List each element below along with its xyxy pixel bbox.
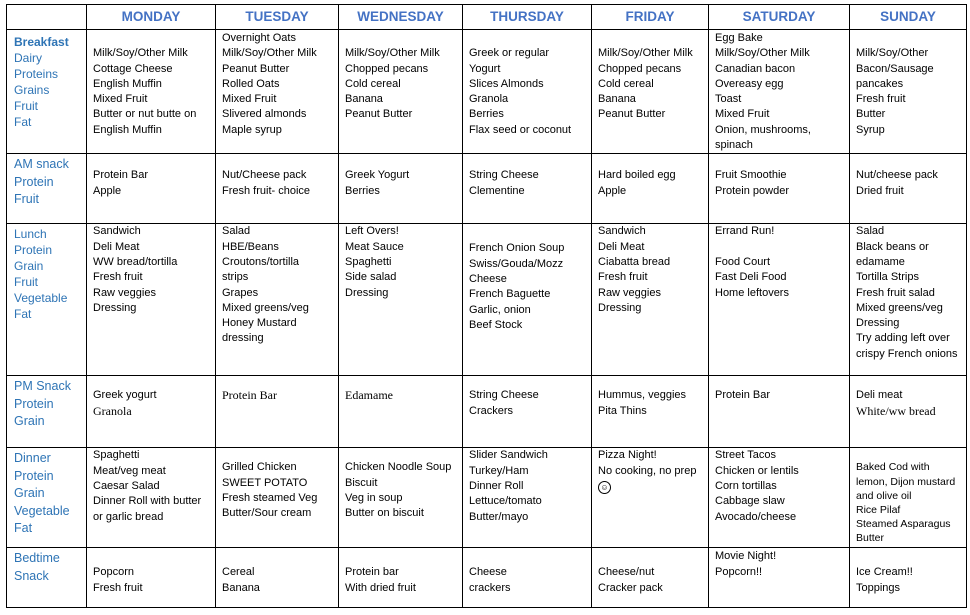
meal-line: Chicken or lentils — [715, 464, 799, 477]
meal-line: Milk/Soy/Other Milk — [598, 47, 693, 60]
meal-line: Tortilla Strips — [856, 271, 919, 284]
meal-line: Yogurt — [469, 62, 501, 75]
meal-cell — [216, 376, 339, 448]
row-label — [7, 448, 87, 548]
meal-line: Spaghetti — [93, 449, 140, 462]
row-label-title: Breakfast — [14, 35, 69, 49]
meal-cell — [850, 224, 967, 376]
meal-line: Mixed Fruit — [222, 93, 277, 106]
meal-line: crackers — [469, 581, 511, 594]
meal-line: Meat/veg meat — [93, 464, 166, 477]
meal-line: lemon, Dijon mustard — [856, 475, 956, 488]
meal-line: Greek Yogurt — [345, 169, 410, 182]
meal-line: Milk/Soy/Other Milk — [222, 47, 317, 60]
meal-plan-table — [6, 4, 967, 608]
meal-cell — [709, 30, 850, 154]
pm-snack-row — [7, 376, 967, 448]
meal-line: Hummus, veggies — [598, 389, 687, 402]
meal-line: French Onion Soup — [469, 242, 565, 255]
meal-line: Clementine — [469, 184, 525, 197]
meal-line — [715, 240, 843, 255]
meal-line: Fresh fruit — [93, 581, 143, 594]
meal-line: Rice Pilaf — [856, 503, 901, 516]
meal-cell — [339, 376, 463, 448]
meal-cell — [463, 448, 592, 548]
day-header: SUNDAY — [850, 5, 967, 30]
meal-line: Cereal — [222, 566, 255, 579]
meal-line — [598, 31, 702, 46]
meal-line: Onion, mushrooms, — [715, 123, 811, 136]
meal-line: Street Tacos — [715, 449, 776, 462]
row-label — [7, 548, 87, 608]
meal-line — [469, 31, 585, 46]
meal-line: String Cheese — [469, 389, 539, 402]
row-label-item: Fat — [14, 307, 32, 322]
meal-line: Apple — [598, 184, 627, 197]
meal-line: Slivered almonds — [222, 108, 307, 121]
meal-line: Nut/cheese pack — [856, 169, 938, 182]
meal-line: No cooking, no prep — [598, 464, 697, 477]
meal-line: Slices Almonds — [469, 77, 544, 90]
day-header: SATURDAY — [709, 5, 850, 30]
meal-line: Swiss/Gouda/Mozz — [469, 257, 564, 270]
meal-line: Deli Meat — [93, 240, 140, 253]
breakfast-row — [7, 30, 967, 154]
meal-line: French Baguette — [469, 288, 551, 301]
meal-cell — [87, 548, 216, 608]
am-snack-row — [7, 154, 967, 224]
meal-cell — [339, 30, 463, 154]
meal-line: English Muffin — [93, 123, 162, 136]
meal-line: Home leftovers — [715, 286, 789, 299]
meal-line: Turkey/Ham — [469, 464, 529, 477]
meal-line: Left Overs! — [345, 225, 399, 238]
meal-line: Sandwich — [598, 225, 646, 238]
meal-line: Protein bar — [345, 566, 399, 579]
meal-line: Edamame — [345, 388, 393, 403]
meal-line: Salad — [222, 225, 251, 238]
meal-cell — [592, 30, 709, 154]
day-header: FRIDAY — [592, 5, 709, 30]
row-label-item: Vegetable — [14, 503, 70, 518]
meal-line: Milk/Soy/Other Milk — [715, 47, 810, 60]
row-label-item: Protein — [14, 468, 54, 483]
meal-line: Mixed greens/veg — [856, 301, 943, 314]
meal-line: Greek yogurt — [93, 389, 157, 402]
lunch-row — [7, 224, 967, 376]
meal-line: Milk/Soy/Other Milk — [93, 47, 188, 60]
day-header: WEDNESDAY — [339, 5, 463, 30]
meal-cell — [463, 548, 592, 608]
row-label — [7, 224, 87, 376]
meal-cell — [850, 448, 967, 548]
meal-line: Greek or regular — [469, 47, 550, 60]
meal-line: Fresh fruit salad — [856, 286, 935, 299]
meal-line: spinach — [715, 139, 753, 152]
meal-line: Slider Sandwich — [469, 449, 548, 462]
meal-line: Fast Deli Food — [715, 271, 787, 284]
meal-line: Ice Cream!! — [856, 566, 913, 579]
row-label-item: Fruit — [14, 99, 38, 113]
meal-cell — [709, 154, 850, 224]
day-header: MONDAY — [87, 5, 216, 30]
meal-line: edamame — [856, 255, 905, 268]
meal-cell — [87, 448, 216, 548]
meal-line: Butter/Sour cream — [222, 507, 312, 520]
meal-line: Peanut Butter — [598, 108, 666, 121]
meal-line: Corn tortillas — [715, 479, 777, 492]
meal-line: Fruit Smoothie — [715, 169, 787, 182]
meal-line: Chopped pecans — [345, 62, 429, 75]
meal-line: WW bread/tortilla — [93, 255, 178, 268]
meal-line: Hard boiled egg — [598, 169, 676, 182]
meal-line: Overeasy egg — [715, 77, 784, 90]
corner-cell — [7, 5, 87, 30]
meal-line: pancakes — [856, 77, 904, 90]
header-row — [7, 5, 967, 30]
bedtime-snack-row — [7, 548, 967, 608]
meal-cell — [850, 30, 967, 154]
meal-line: Grapes — [222, 286, 259, 299]
meal-line: Maple syrup — [222, 123, 282, 136]
meal-cell — [216, 448, 339, 548]
meal-line: Milk/Soy/Other Milk — [345, 47, 440, 60]
row-label-item: Vegetable — [14, 291, 68, 306]
meal-cell — [709, 548, 850, 608]
meal-line: strips — [222, 271, 249, 284]
row-label — [7, 376, 87, 448]
meal-line: Caesar Salad — [93, 479, 160, 492]
meal-line: Cheese — [469, 272, 507, 285]
meal-line: Cabbage slaw — [715, 495, 785, 508]
meal-cell — [87, 224, 216, 376]
meal-line: Fresh steamed Veg — [222, 491, 318, 504]
meal-line: Pizza Night! — [598, 449, 657, 462]
meal-line: Beef Stock — [469, 318, 523, 331]
meal-line: Dried fruit — [856, 184, 904, 197]
meal-line: Protein Bar — [93, 169, 149, 182]
meal-line: Crackers — [469, 404, 514, 417]
row-label-title: Lunch — [14, 227, 47, 242]
meal-cell — [339, 548, 463, 608]
meal-line: Side salad — [345, 271, 397, 284]
meal-line: Berries — [345, 184, 380, 197]
meal-line: Grilled Chicken — [222, 461, 297, 474]
meal-line: crispy French onions — [856, 347, 958, 360]
meal-line: With dried fruit — [345, 581, 416, 594]
meal-cell — [592, 154, 709, 224]
meal-line: Canadian bacon — [715, 62, 796, 75]
meal-line: Ciabatta bread — [598, 255, 671, 268]
meal-line: Food Court — [715, 255, 771, 268]
meal-line: Protein powder — [715, 184, 789, 197]
meal-line: Deli meat — [856, 389, 903, 402]
meal-line: Protein Bar — [222, 388, 277, 403]
meal-line: Egg Bake — [715, 32, 763, 44]
row-label-item: Snack — [14, 568, 49, 583]
row-label — [7, 154, 87, 224]
row-label-title: PM Snack — [14, 379, 71, 394]
meal-line: Cheese/nut — [598, 566, 655, 579]
meal-line: String Cheese — [469, 169, 539, 182]
meal-line: Banana — [222, 581, 260, 594]
meal-line: Popcorn!! — [715, 565, 763, 578]
meal-line — [856, 31, 960, 46]
meal-cell — [339, 154, 463, 224]
row-label-item: Fat — [14, 115, 32, 129]
meal-cell — [216, 30, 339, 154]
meal-line: Spaghetti — [345, 255, 392, 268]
meal-line: Lettuce/tomato — [469, 495, 542, 508]
meal-cell — [216, 548, 339, 608]
meal-cell — [709, 448, 850, 548]
meal-line: Fresh fruit- choice — [222, 184, 311, 197]
day-header: TUESDAY — [216, 5, 339, 30]
meal-line: Salad — [856, 225, 885, 238]
meal-line: Syrup — [856, 123, 885, 136]
meal-line: Bacon/Sausage — [856, 62, 934, 75]
meal-line: Fresh fruit — [856, 93, 906, 106]
meal-line: Baked Cod with — [856, 461, 930, 474]
meal-cell — [216, 154, 339, 224]
meal-cell — [463, 154, 592, 224]
meal-line: Pita Thins — [598, 404, 647, 417]
meal-cell — [592, 376, 709, 448]
meal-cell — [339, 448, 463, 548]
row-label-item: Dairy — [14, 51, 43, 65]
meal-line: Cottage Cheese — [93, 62, 173, 75]
meal-line: Rolled Oats — [222, 77, 280, 90]
meal-cell — [850, 548, 967, 608]
meal-line: Peanut Butter — [345, 108, 413, 121]
meal-line: Toast — [715, 93, 742, 106]
meal-line: Butter — [856, 108, 886, 121]
row-label-item: Grain — [14, 259, 44, 274]
meal-line: Deli Meat — [598, 240, 645, 253]
meal-line — [345, 31, 456, 46]
meal-line: Mixed Fruit — [715, 108, 770, 121]
smiley-face-icon: ☺ — [598, 481, 611, 494]
meal-line: or garlic bread — [93, 510, 164, 523]
row-label-item: Protein — [14, 396, 54, 411]
meal-cell — [709, 376, 850, 448]
meal-line — [93, 31, 209, 46]
meal-line: Berries — [469, 108, 504, 121]
row-label-title: AM snack — [14, 157, 69, 172]
row-label-title: Dinner — [14, 451, 51, 466]
meal-line: Cheese — [469, 566, 507, 579]
meal-line: Chicken Noodle Soup — [345, 461, 452, 474]
meal-cell — [463, 376, 592, 448]
meal-line: Peanut Butter — [222, 62, 290, 75]
meal-line: Croutons/tortilla — [222, 255, 300, 268]
meal-line: Raw veggies — [598, 286, 661, 299]
meal-line: Veg in soup — [345, 491, 403, 504]
meal-line: Butter on biscuit — [345, 507, 424, 520]
day-header: THURSDAY — [463, 5, 592, 30]
dinner-row — [7, 448, 967, 548]
row-label-item: Grains — [14, 83, 50, 97]
meal-line: Granola — [93, 403, 132, 418]
meal-line: Protein Bar — [715, 389, 771, 402]
row-label-item: Fruit — [14, 275, 38, 290]
meal-line: Dressing — [856, 317, 900, 330]
row-label-item: Proteins — [14, 67, 59, 81]
meal-line: Sandwich — [93, 225, 141, 238]
meal-line: Biscuit — [345, 476, 378, 489]
row-label-item: Protein — [14, 174, 54, 189]
meal-line: Steamed Asparagus — [856, 518, 951, 531]
meal-cell — [850, 376, 967, 448]
meal-line: Toppings — [856, 581, 901, 594]
meal-line: Overnight Oats — [222, 32, 296, 44]
meal-line: dressing — [222, 332, 264, 345]
row-label-item: Grain — [14, 414, 45, 429]
row-label-title: Bedtime — [14, 551, 60, 566]
meal-line: Milk/Soy/Other — [856, 47, 929, 60]
meal-line: Garlic, onion — [469, 303, 531, 316]
meal-line: SWEET POTATO — [222, 476, 308, 489]
meal-line: Granola — [469, 93, 509, 106]
meal-cell — [592, 448, 709, 548]
row-label-item: Grain — [14, 486, 45, 501]
meal-line: Raw veggies — [93, 286, 156, 299]
meal-cell — [850, 154, 967, 224]
meal-line: Fresh fruit — [598, 271, 648, 284]
meal-line: Cold cereal — [598, 77, 654, 90]
meal-cell — [592, 548, 709, 608]
meal-line: Butter — [856, 532, 885, 545]
meal-line: Fresh fruit — [93, 271, 143, 284]
meal-line: Banana — [598, 93, 636, 106]
meal-line: Mixed Fruit — [93, 93, 148, 106]
meal-line: HBE/Beans — [222, 240, 279, 253]
meal-line: Popcorn — [93, 566, 134, 579]
meal-cell — [87, 154, 216, 224]
meal-line: Mixed greens/veg — [222, 301, 309, 314]
meal-line: Flax seed or coconut — [469, 123, 572, 136]
meal-line: Dressing — [598, 301, 642, 314]
meal-line: Avocado/cheese — [715, 510, 797, 523]
meal-line: Nut/Cheese pack — [222, 169, 307, 182]
meal-line: Meat Sauce — [345, 240, 404, 253]
meal-cell — [463, 224, 592, 376]
meal-line: Dinner Roll — [469, 479, 524, 492]
meal-line: Try adding left over — [856, 332, 950, 345]
row-label — [7, 30, 87, 154]
meal-cell — [339, 224, 463, 376]
meal-line: Cracker pack — [598, 581, 663, 594]
meal-line: Honey Mustard — [222, 317, 297, 330]
meal-line: Errand Run! — [715, 225, 775, 238]
meal-cell — [87, 376, 216, 448]
meal-line: Dressing — [93, 301, 137, 314]
meal-cell — [592, 224, 709, 376]
meal-line: English Muffin — [93, 77, 162, 90]
row-label-item: Protein — [14, 243, 53, 258]
meal-line: Dinner Roll with butter — [93, 495, 202, 508]
meal-line: Banana — [345, 93, 383, 106]
row-label-item: Fruit — [14, 192, 39, 207]
meal-cell — [216, 224, 339, 376]
meal-cell — [87, 30, 216, 154]
meal-line: Black beans or — [856, 240, 929, 253]
meal-line: and olive oil — [856, 489, 912, 502]
meal-line: Butter or nut butte on — [93, 108, 197, 121]
meal-line: Dressing — [345, 286, 389, 299]
meal-line: Movie Night! — [715, 550, 777, 563]
meal-line: Chopped pecans — [598, 62, 682, 75]
meal-line: Cold cereal — [345, 77, 401, 90]
meal-cell — [463, 30, 592, 154]
meal-line: White/ww bread — [856, 403, 936, 418]
meal-line: Apple — [93, 184, 122, 197]
row-label-item: Fat — [14, 521, 33, 536]
meal-line: Butter/mayo — [469, 510, 529, 523]
meal-cell — [709, 224, 850, 376]
